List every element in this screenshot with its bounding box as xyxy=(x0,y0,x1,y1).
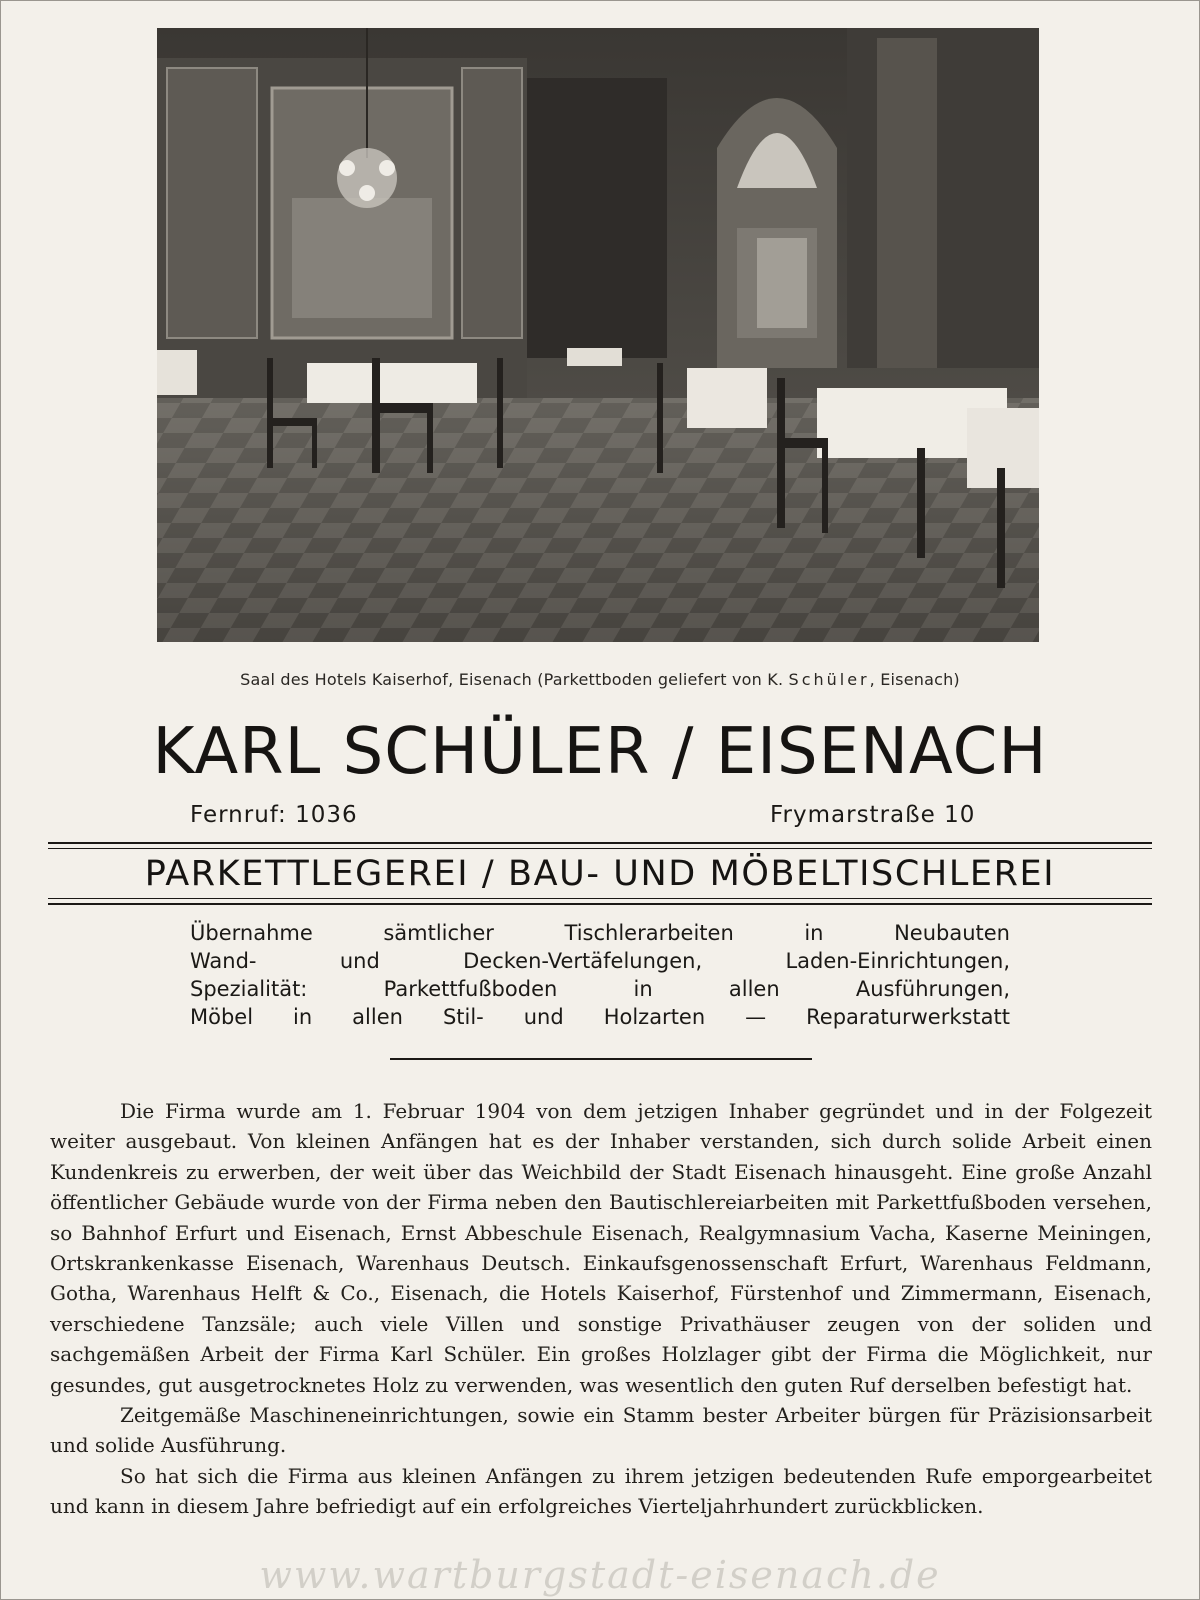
top-rule-thin xyxy=(48,848,1152,849)
phone-number: Fernruf: 1036 xyxy=(190,802,358,828)
photo-illustration xyxy=(157,28,1039,642)
caption-name: Schüler xyxy=(788,670,870,689)
company-history xyxy=(50,1096,1152,1522)
service-line: Wand- und Decken-Vertäfelungen, Laden-Einrichtungen, xyxy=(190,949,1010,973)
service-line: Übernahme sämtlicher Tischlerarbeiten in Neubauten xyxy=(190,921,1010,945)
service-line: Möbel in allen Stil- und Holzarten — Reparaturwerkstatt xyxy=(190,1005,1010,1029)
bottom-rule-thin xyxy=(48,898,1152,899)
history-paragraph: So hat sich die Firma aus kleinen Anfängen zu ihrem jetzigen bedeutenden Rufe emporgearbeitet und kann in diesem Jahre befriedigt auf ein erfolgreiches Vierteljahrhundert zurückblicken. xyxy=(50,1463,1152,1519)
street-address: Frymarstraße 10 xyxy=(770,802,976,828)
service-line: Spezialität: Parkettfußboden in allen Ausführungen, xyxy=(190,977,1010,1001)
bottom-rule-thick xyxy=(48,903,1152,905)
history-paragraph: Zeitgemäße Maschineneinrichtungen, sowie ein Stamm bester Arbeiter bürgen für Präzisionsarbeit und solide Ausführung. xyxy=(50,1403,1152,1458)
trade-subhead: PARKETTLEGEREI / BAU- UND MÖBELTISCHLEREI xyxy=(144,854,1056,894)
top-rule-thick xyxy=(48,842,1152,844)
website-watermark: www.wartburgstadt-eisenach.de xyxy=(259,1553,941,1597)
history-paragraph: Die Firma wurde am 1. Februar 1904 von dem jetzigen Inhaber gegründet und in der Folgezeit weiter ausgebaut. Von kleinen Anfängen hat es der Inhaber verstanden, sich durch solide Arbeit einen Kundenkreis zu erwerben, der weit über das Weichbild der Stadt Eisenach hinausgeht. Eine große Anzahl öffentlicher Gebäude wurde von der Firma neben den Bautischlereiarbeiten mit Parkettfußboden versehen, so Bahnhof Erfurt und Eisenach, Ernst Abbeschule Eisenach, Realgymnasium Vacha, Kaserne Meiningen, Ortskrankenkasse Eisenach, Warenhaus Deutsch. Einkaufsgenossenschaft Erfurt, Warenhaus Feldmann, Gotha, Warenhaus Helft & Co., Eisenach, die Hotels Kaiserhof, Fürstenhof und Zimmermann, Eisenach, verschiedene Tanzsäle; auch viele Villen und sonstige Privathäuser zeugen von der soliden und sachgemäßen Arbeit der Firma Karl Schüler. Ein großes Holzlager gibt der Firma die Möglichkeit, nur gesundes, gut ausgetrocknetes Holz zu verwenden, was wesentlich den guten Ruf derselben befestigt hat. xyxy=(50,1099,1152,1397)
services-list xyxy=(190,919,1010,1031)
caption-text: Saal des Hotels Kaiserhof, Eisenach (Parkettboden geliefert von K. xyxy=(240,670,789,689)
caption-end: , Eisenach) xyxy=(869,670,960,689)
divider xyxy=(390,1058,812,1060)
company-headline: KARL SCHÜLER / EISENACH xyxy=(152,715,1048,789)
photo-caption xyxy=(0,670,1200,689)
hall-interior-photo xyxy=(157,28,1039,642)
